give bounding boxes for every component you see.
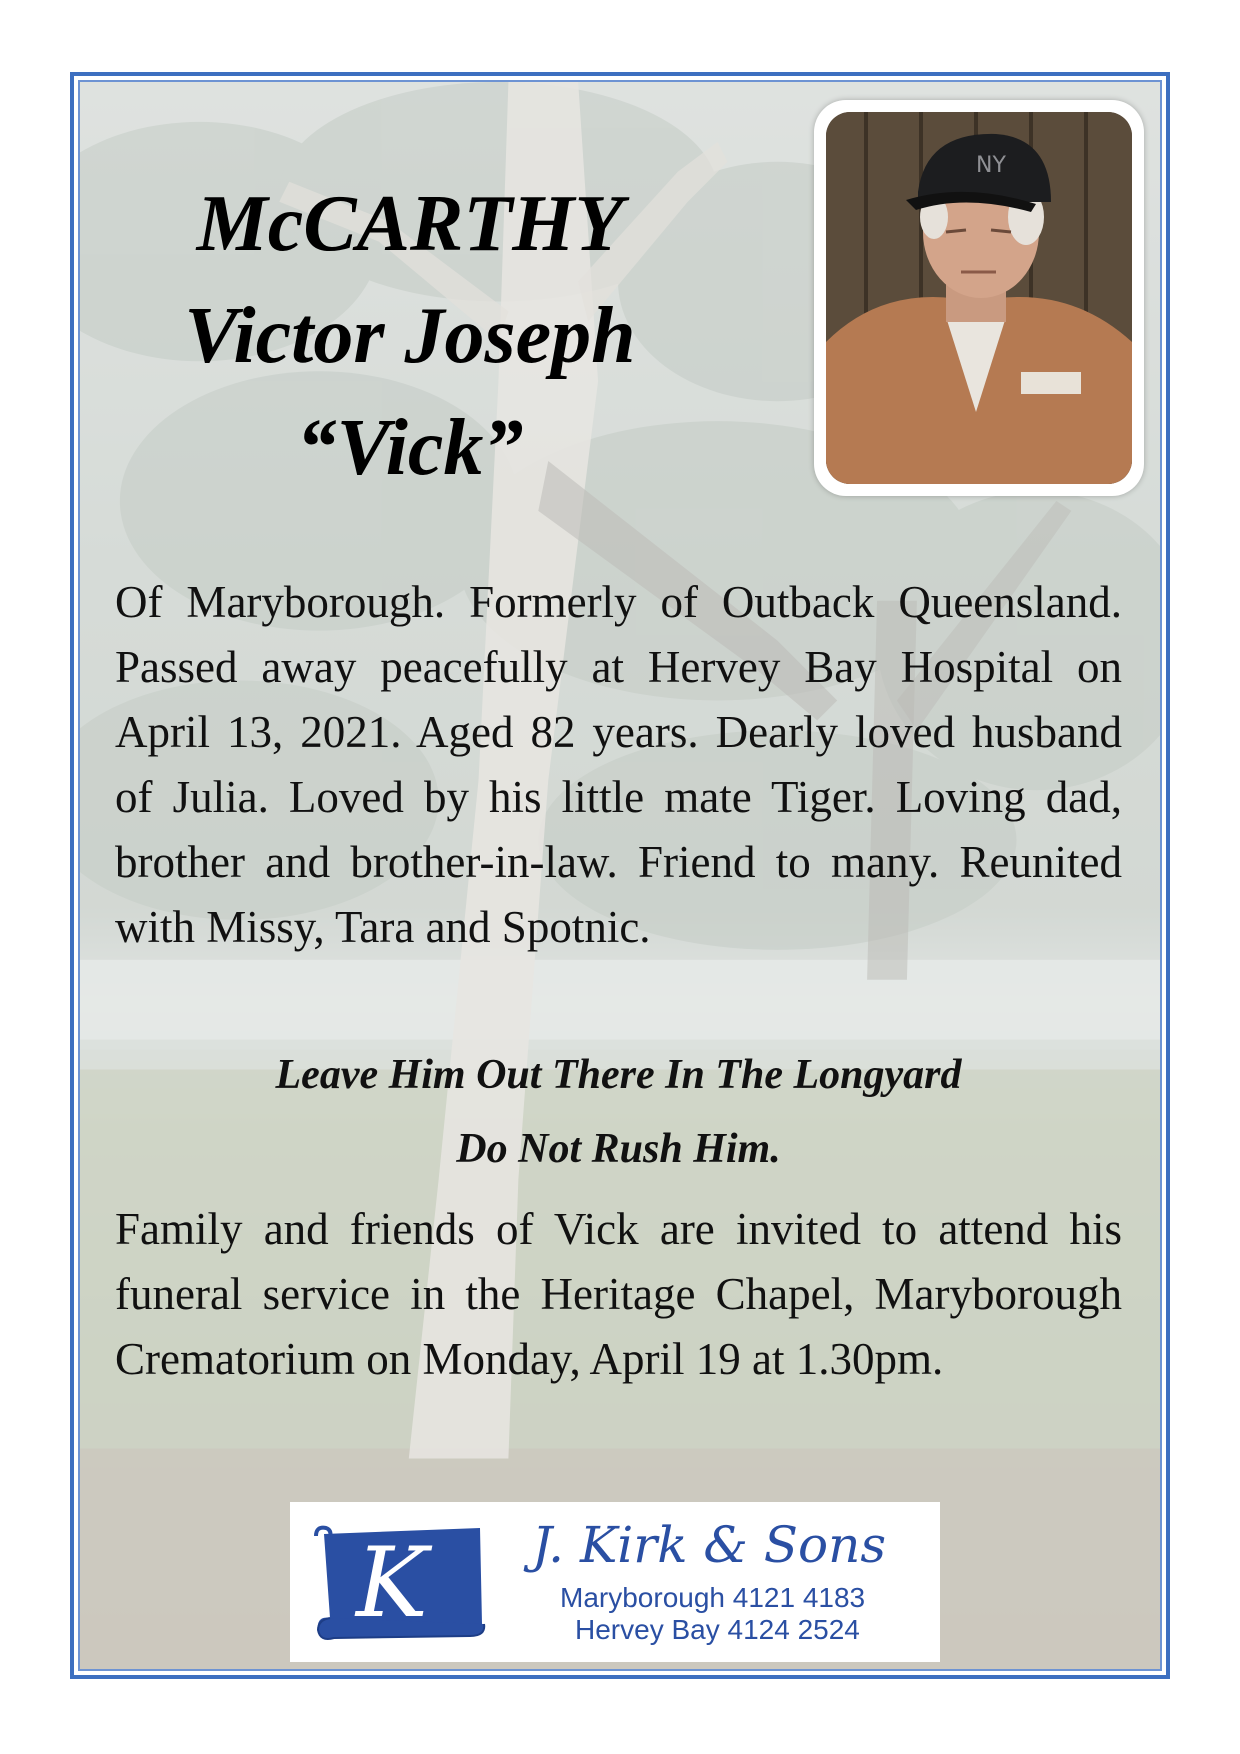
phone-hervey-bay: Hervey Bay 4124 2524 [575,1614,860,1645]
scroll-k-logo-icon [310,1520,492,1646]
logo-letter: K [356,1527,428,1639]
surname: McCARTHY [196,180,624,268]
funeral-director-logo [290,1502,940,1662]
funeral-details-paragraph: Family and friends of Vick are invited to attend his funeral service in the Heritage Chapel, Maryborough Crematorium on Monday, April 19 at 1.30pm. [115,1204,1122,1384]
svg-text:NY: NY [976,153,1006,178]
nickname: “Vick” [296,404,524,492]
obituary-paragraph: Of Maryborough. Formerly of Outback Queensland. Passed away peacefully at Hervey Bay Hospital on April 13, 2021. Aged 82 years. Dearly loved husband of Julia. Loved by his little mate Tiger. Loving dad, brother and brother-in-law. Friend to many. Reunited with Missy, Tara and Spotnic. [115,577,1122,952]
funeral-director-name: J. Kirk & Sons [532,1516,887,1574]
phone-maryborough: Maryborough 4121 4183 [560,1582,866,1613]
given-names: Victor Joseph [184,292,636,380]
verse-line [115,1122,1122,1185]
portrait-frame [814,100,1144,496]
portrait-photo [826,112,1132,484]
verse-line-1: Leave Him Out There In The Longyard [275,1052,962,1098]
verse-line-2: Do Not Rush Him. [456,1126,781,1172]
verse-line [115,1048,1122,1111]
deceased-name-block [120,168,700,504]
